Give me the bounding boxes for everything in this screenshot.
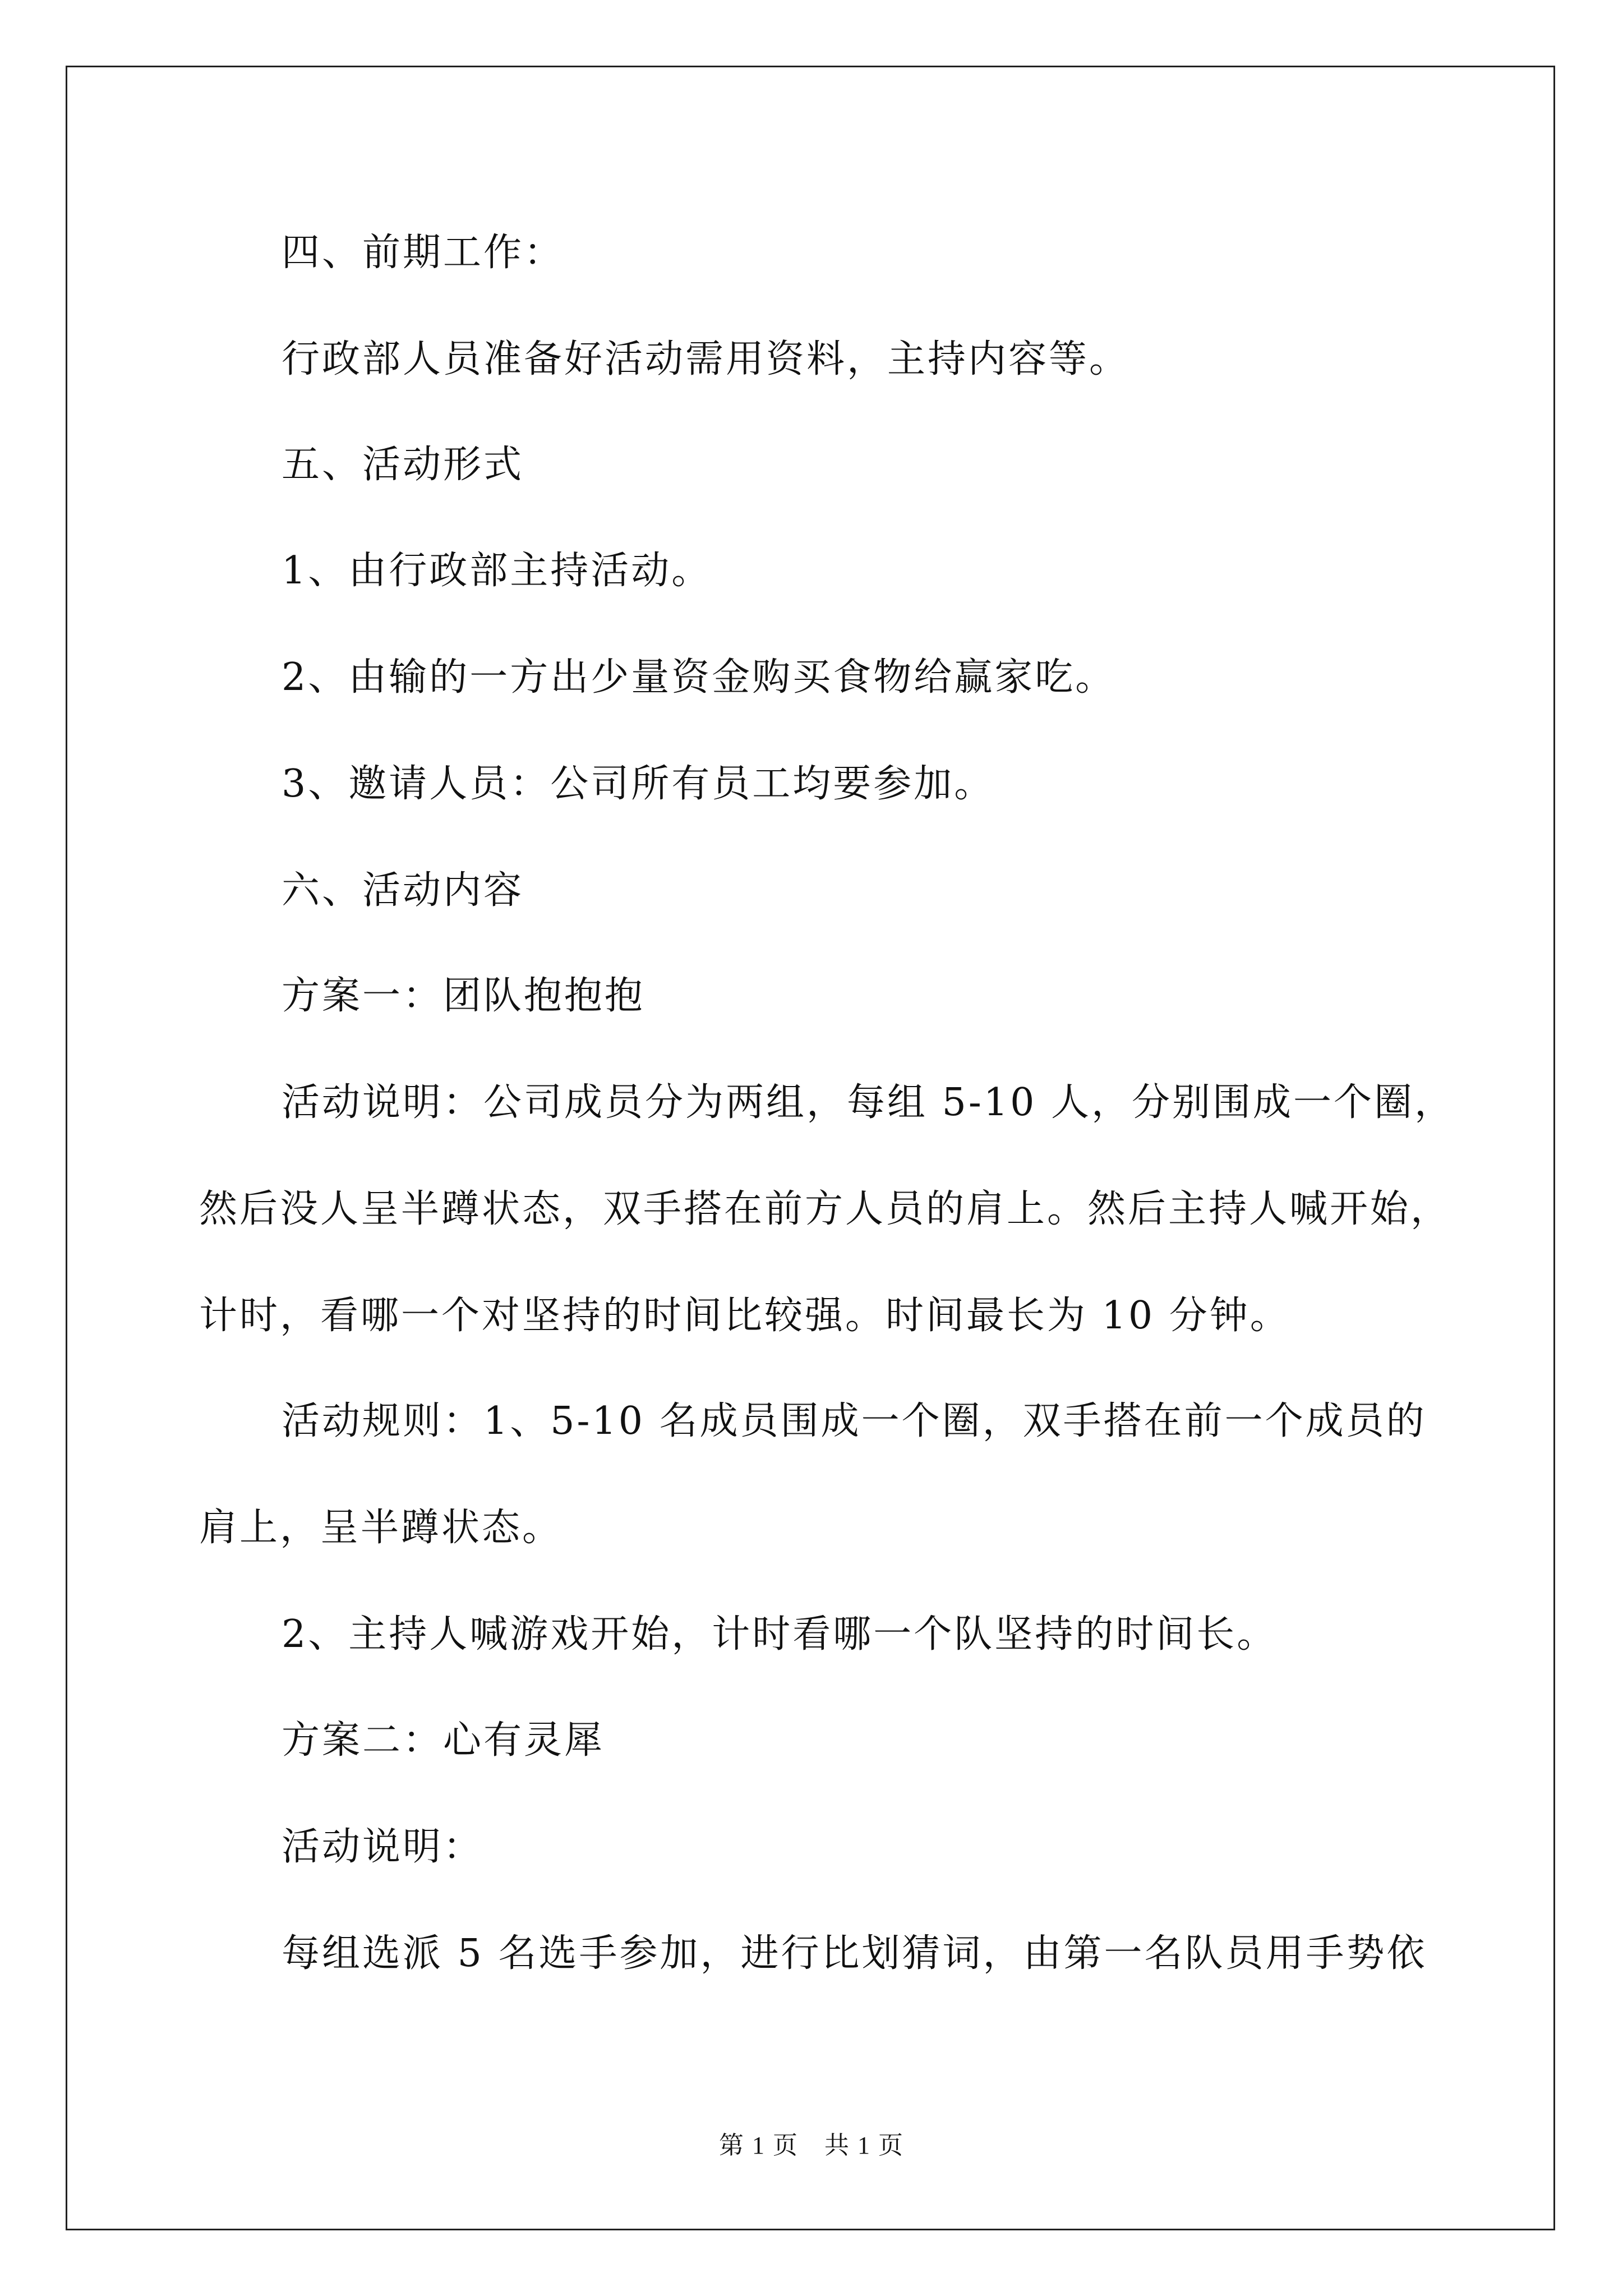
list-item: 3、邀请人员：公司所有员工均要参加。	[282, 762, 995, 806]
paragraph-line: 2、主持人喊游戏开始，计时看哪一个队坚持的时间长。	[282, 1612, 1278, 1657]
paragraph-line: 活动规则：1、5-10 名成员围成一个圈，双手搭在前一个成员的	[282, 1399, 1427, 1443]
section-heading-preparation: 四、前期工作：	[282, 231, 565, 275]
paragraph-line: 肩上，呈半蹲状态。	[199, 1506, 563, 1550]
paragraph-line: 活动说明：公司成员分为两组，每组 5-10 人，分别围成一个圈，	[282, 1080, 1455, 1125]
list-item: 2、由输的一方出少量资金购买食物给赢家吃。	[282, 655, 1116, 700]
paragraph-line: 然后没人呈半蹲状态，双手搭在前方人员的肩上。然后主持人喊开始，	[199, 1187, 1451, 1231]
paragraph-line: 每组选派 5 名选手参加，进行比划猜词，由第一名队员用手势依	[282, 1931, 1427, 1976]
section-heading-format: 五、活动形式	[282, 443, 524, 487]
section-heading-content: 六、活动内容	[282, 868, 524, 913]
page-border	[66, 66, 1555, 2230]
paragraph-line: 活动说明：	[282, 1825, 484, 1869]
page-number-footer: 第 1 页 共 1 页	[719, 2132, 904, 2159]
paragraph-line: 行政部人员准备好活动需用资料，主持内容等。	[282, 337, 1130, 381]
paragraph-line: 计时，看哪一个对坚持的时间比较强。时间最长为 10 分钟。	[199, 1294, 1290, 1338]
plan-one-title: 方案一：团队抱抱抱	[282, 974, 645, 1018]
list-item: 1、由行政部主持活动。	[282, 549, 712, 593]
plan-two-title: 方案二：心有灵犀	[282, 1718, 605, 1763]
